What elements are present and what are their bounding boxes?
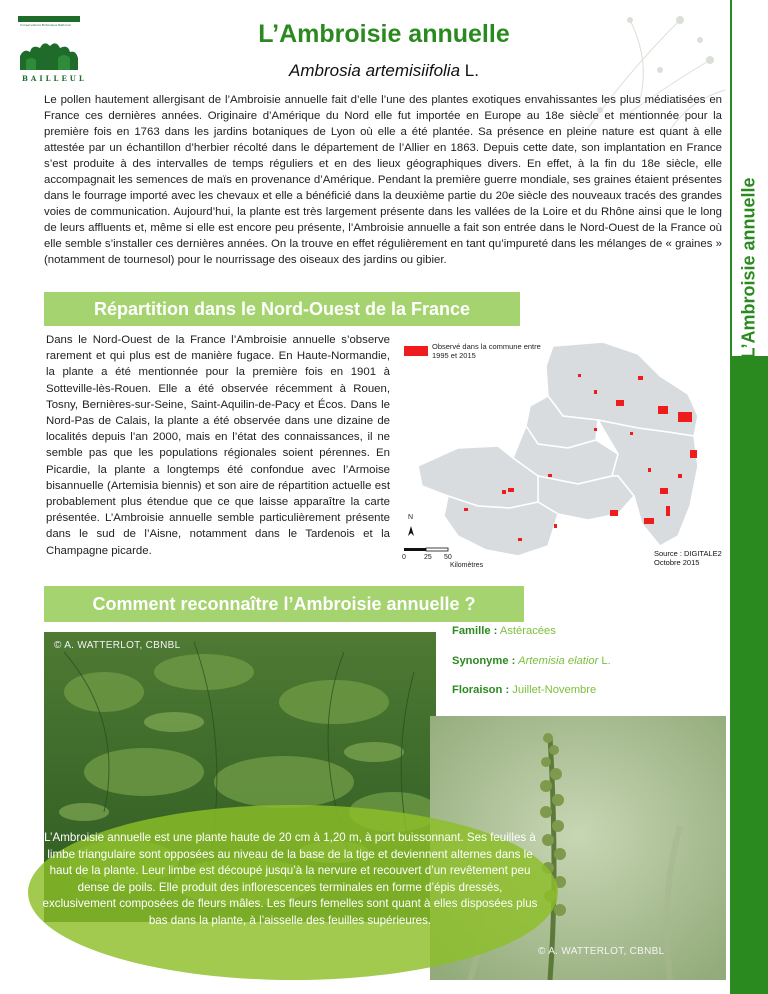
north-arrow-icon [408, 526, 414, 536]
family-value: Astéracées [497, 625, 556, 637]
section-heading-identification: Comment reconnaître l’Ambroisie annuelle ? [44, 586, 524, 622]
vertical-title [733, 177, 765, 359]
flowering-value: Juillet-Novembre [509, 684, 597, 696]
map-source-line2: Octobre 2015 [654, 557, 700, 567]
synonym-author: L. [598, 655, 611, 667]
photo-credit-right: © A. WATTERLOT, CBNBL [538, 946, 665, 957]
family-label: Famille : [452, 625, 498, 637]
flowering-label: Floraison : [452, 684, 510, 696]
scale-unit: Kilomètres [450, 562, 484, 569]
north-label: N [408, 514, 414, 521]
photo-credit-left: © A. WATTERLOT, CBNBL [54, 640, 181, 651]
scale-bar [404, 548, 448, 551]
legend-swatch [404, 346, 428, 356]
synonym-value: Artemisia elatior [515, 655, 599, 667]
logo-name: BAILLEUL [22, 74, 87, 83]
page-title: L’Ambroisie annuelle [258, 20, 510, 48]
distribution-paragraph: Dans le Nord-Ouest de la France l’Ambroisie annuelle s’observe rarement et qui plus est de manière fugace. En Haute-Normandie, la plante a été mentionnée pour la première fois en 1901 à Sotteville-lès-Rouen. Elle a été observée récemment à Rouen, Tosny, Bernières-sur-Seine, Saint-Aquilin-de-Pacy et Écos. Dans le Nord-Pas de Calais, la plante a été observée dans une dizaine de localités depuis l’an 2000, mais en l’état des connaissances, il ne semble pas que les populations régionales soient pérennes. En Picardie, la plante a longtemps été confondue avec l’Armoise bisannuelle (Artemisia biennis) et son aire de répartition actuelle est probablement plus étendue que ce que laisse apparaître la carte présentée. L’Ambroisie annuelle semble particulièrement présente dans le sud de l’Aisne, notamment dans le Tardenois et la Champagne picarde. [46, 334, 390, 557]
intro-paragraph: Le pollen hautement allergisant de l’Ambroisie annuelle fait d’elle l’une des plantes exotiques envahissantes les plus médiatisées en France ces dernières années. Originaire d’Amérique du Nord elle fut importée en Europe au 18e siècle et mentionnée pour la première fois en 1763 dans les jardins botaniques de Lyon où elle a été plantée. Sa présence en pleine nature est quant à elle attestée par un échantillon d’herbier récolté dans le département de l’Allier en 1863. Depuis cette date, son implantation en France s’est produite à des intervalles de temps réguliers et en des lieux géographiques divers. En effet, à la fin du 18e siècle, elle accompagnait les semences de maïs en provenance d’Amérique. Pendant la première guerre mondiale, ses graines étaient présentes dans le fourrage importé avec les chevaux et elle a bénéficié dans la deuxième partie du 20e siècle des nouveaux tracés des grandes voies de communication. Aujourd’hui, la plante est très largement présente dans les vallées de la Loire et du Rhône ainsi que le long de leurs affluents et, même si elle est encore peu présente, l’Ambroisie annuelle a fait son entrée dans le Nord-Ouest de la France où elle semble s’installer ces dernières années. On la trouve en effet régulièrement en tant qu’impureté dans les mélanges de « graines » (notamment de tournesol) pour le nourrissage des oiseaux des jardins ou gibier. [44, 94, 722, 266]
scientific-name-text: Ambrosia artemisiifolia [289, 61, 461, 80]
logo-band-text: Conservatoire Botanique National [20, 23, 71, 27]
distribution-map [398, 336, 726, 572]
family-info [452, 625, 556, 637]
vertical-title-text: L’Ambroisie annuelle [738, 177, 759, 359]
scale-label-50: 50 [444, 554, 452, 561]
scientific-name-author: L. [460, 61, 479, 80]
description-paragraph: L’Ambroisie annuelle est une plante haute de 20 cm à 1,20 m, à port buissonnant. Ses feuilles à limbe triangulaire sont opposées au niveau de la base de la tige et deviennent alternes dans le haut de la plante. Leur limbe est découpé jusqu’à la nervure et recouvert d’un revêtement peu dense de poils. Elle produit des inflorescences terminales en forme d’épis dressés, exclusivement composées de fleurs mâles. Les fleurs femelles sont quant à elles disposées plus bas dans la plante, à l’aisselle des feuilles supérieures. [42, 831, 538, 927]
map-source [654, 550, 722, 567]
scientific-name [0, 61, 768, 81]
scale-label-0: 0 [402, 554, 406, 561]
map-graphic [398, 336, 726, 572]
synonym-info [452, 655, 611, 667]
scale-label-25: 25 [424, 554, 432, 561]
flowering-info [452, 684, 596, 696]
map-source-line1: Source : DIGITALE2 [654, 549, 722, 558]
synonym-label: Synonyme : [452, 655, 516, 667]
section-heading-distribution: Répartition dans le Nord-Ouest de la France [44, 292, 520, 326]
map-legend: Observé dans la commune entre 1995 et 2015 [432, 342, 541, 360]
